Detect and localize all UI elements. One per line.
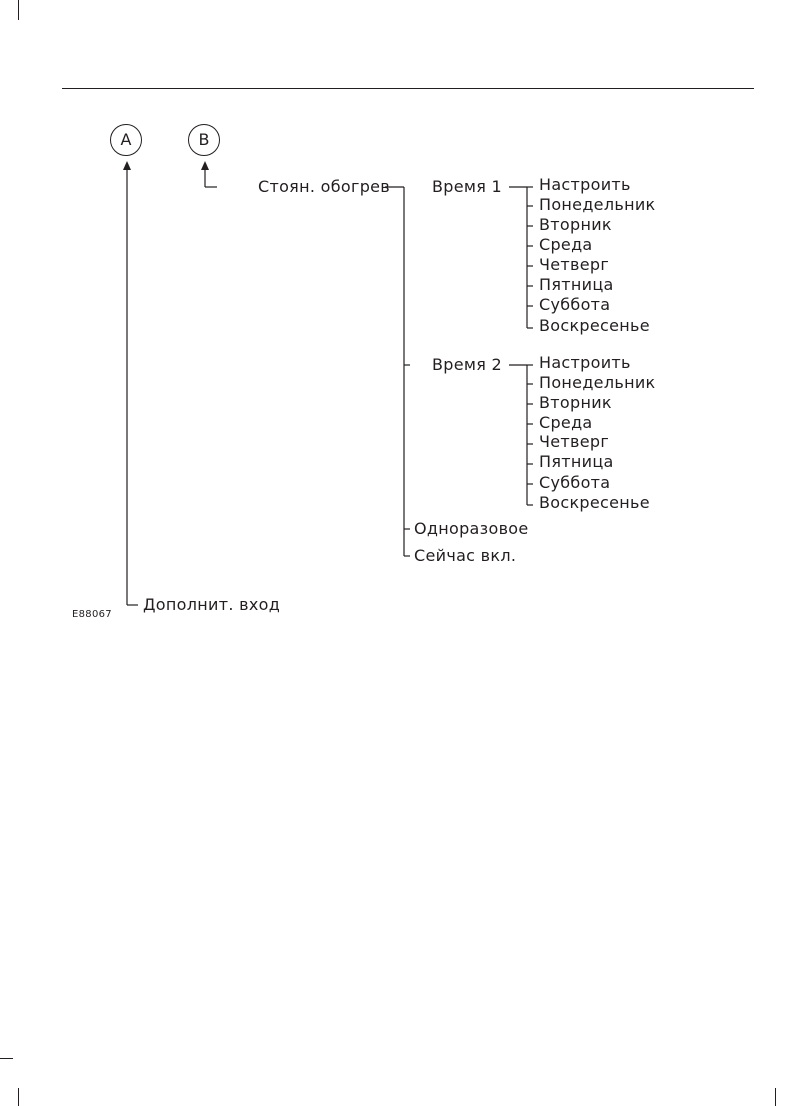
timer1-item: Настроить [539,175,631,194]
marker-a-arrowhead [123,161,131,170]
timer1-item: Пятница [539,275,614,294]
extra-input-label: Дополнит. вход [143,595,281,614]
timer1-item: Среда [539,235,593,254]
timer2-item: Понедельник [539,373,656,392]
timer1-item: Воскресенье [539,316,650,335]
timer1-item: Четверг [539,255,610,274]
timer1-item: Суббота [539,295,611,314]
marker-b-letter: B [198,130,210,149]
timer2-item: Четверг [539,432,610,451]
timer1-item: Вторник [539,215,612,234]
timer2-item: Вторник [539,393,612,412]
marker-a-letter: A [120,130,132,149]
timer2-label: Время 2 [432,355,503,374]
one-time-label: Одноразовое [414,519,529,538]
timer2-item: Среда [539,413,593,432]
root-label: Стоян. обогрев [258,177,391,196]
marker-a-circle [110,124,142,156]
timer2-item: Суббота [539,473,611,492]
timer2-item: Настроить [539,353,631,372]
now-on-label: Сейчас вкл. [414,546,517,565]
timer1-label: Время 1 [432,177,503,196]
marker-b-circle [188,124,220,156]
timer2-item: Воскресенье [539,493,650,512]
timer1-item: Понедельник [539,195,656,214]
timer2-item: Пятница [539,452,614,471]
figure-code: E88067 [72,609,112,620]
marker-b-arrowhead [201,161,209,170]
